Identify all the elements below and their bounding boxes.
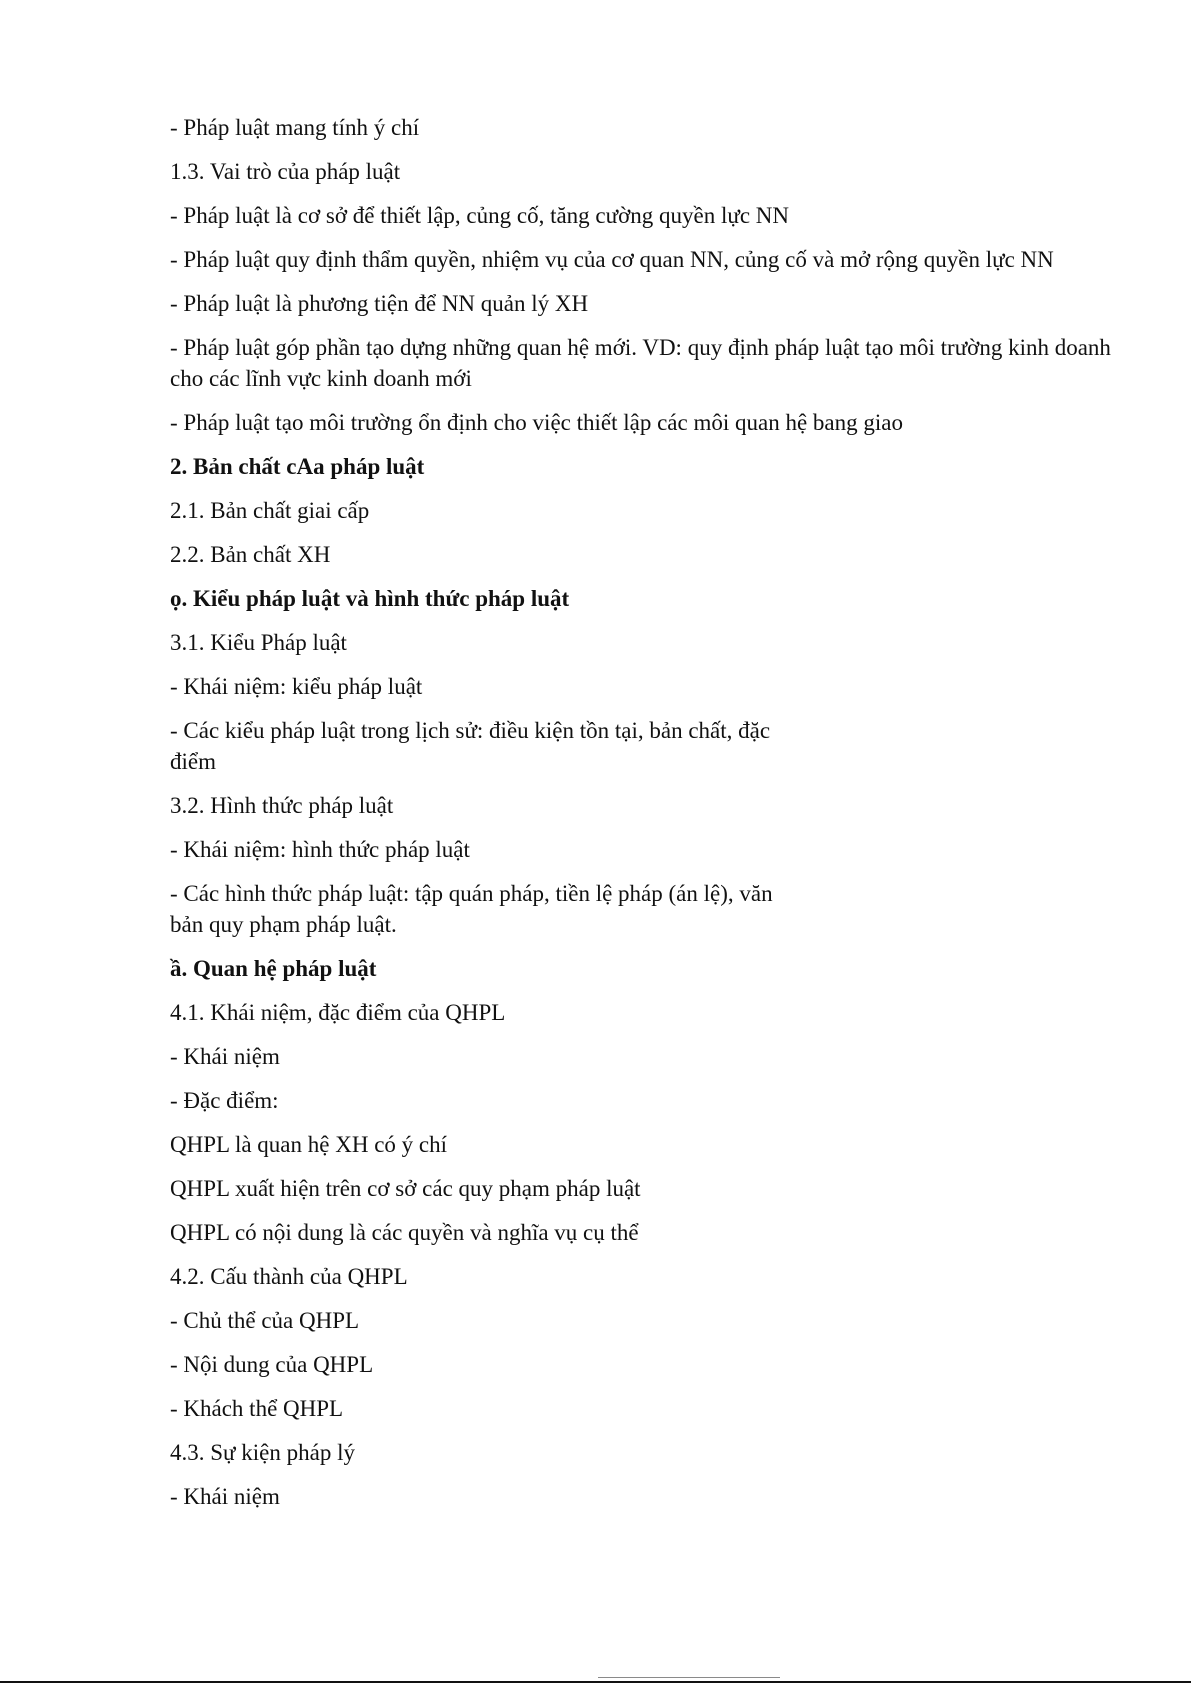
text-line: - Các kiểu pháp luật trong lịch sử: điều kiện tồn tại, bản chất, đặc điểm xyxy=(170,718,771,774)
text-line: - Các hình thức pháp luật: tập quán pháp, tiền lệ pháp (án lệ), văn bản quy phạm pháp luật. xyxy=(170,881,773,937)
subsection-heading: 2.2. Bản chất XH xyxy=(170,542,331,567)
text-line: - Khái niệm: hình thức pháp luật xyxy=(170,837,470,862)
text-line: - Đặc điểm: xyxy=(170,1088,279,1113)
subsection-heading: 1.3. Vai trò của pháp luật xyxy=(170,159,401,184)
subsection-heading: 3.1. Kiểu Pháp luật xyxy=(170,630,347,655)
text-line: - Pháp luật quy định thẩm quyền, nhiệm vụ của cơ quan NN, củng cố và mở rộng quyền lực NN xyxy=(170,247,1054,272)
text-line: - Pháp luật mang tính ý chí xyxy=(170,115,420,140)
text-line: - Khái niệm xyxy=(170,1044,280,1069)
document-page xyxy=(170,112,1145,1525)
section-heading: 2. Bản chất cAa pháp luật xyxy=(170,454,425,479)
subsection-heading: 2.1. Bản chất giai cấp xyxy=(170,498,370,523)
text-line: - Khách thể QHPL xyxy=(170,1396,344,1421)
text-line: - Nội dung của QHPL xyxy=(170,1352,374,1377)
text-line: - Pháp luật tạo môi trường ổn định cho việc thiết lập các môi quan hệ bang giao xyxy=(170,410,903,435)
page-bottom-divider xyxy=(0,1681,1191,1683)
text-line: QHPL xuất hiện trên cơ sở các quy phạm pháp luật xyxy=(170,1176,641,1201)
section-heading: ầ. Quan hệ pháp luật xyxy=(170,956,377,981)
text-line: - Khái niệm: kiểu pháp luật xyxy=(170,674,423,699)
text-line: - Pháp luật góp phần tạo dựng những quan hệ mới. VD: quy định pháp luật tạo môi trường kinh doanh cho các lĩnh vực kinh doanh mới xyxy=(170,335,1111,391)
text-line: QHPL là quan hệ XH có ý chí xyxy=(170,1132,447,1157)
section-heading: ọ. Kiểu pháp luật và hình thức pháp luật xyxy=(170,586,570,611)
text-line: - Pháp luật là phương tiện để NN quản lý XH xyxy=(170,291,589,316)
text-line: - Pháp luật là cơ sở để thiết lập, củng cố, tăng cường quyền lực NN xyxy=(170,203,790,228)
subsection-heading: 4.1. Khái niệm, đặc điểm của QHPL xyxy=(170,1000,506,1025)
subsection-heading: 4.3. Sự kiện pháp lý xyxy=(170,1440,355,1465)
subsection-heading: 3.2. Hình thức pháp luật xyxy=(170,793,394,818)
footer-mark xyxy=(598,1677,780,1678)
subsection-heading: 4.2. Cấu thành của QHPL xyxy=(170,1264,408,1289)
text-line: - Khái niệm xyxy=(170,1484,280,1509)
text-line: - Chủ thể của QHPL xyxy=(170,1308,360,1333)
text-line: QHPL có nội dung là các quyền và nghĩa vụ cụ thể xyxy=(170,1220,639,1245)
